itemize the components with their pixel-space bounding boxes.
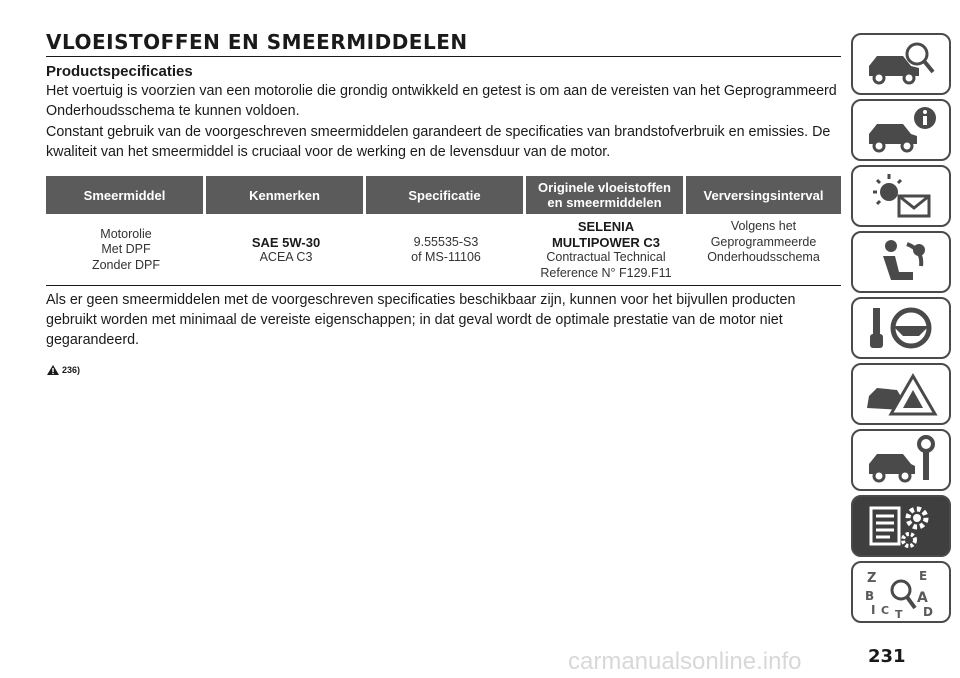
car-info-icon xyxy=(863,104,939,156)
car-search-icon xyxy=(863,38,939,90)
reference-marker[interactable] xyxy=(46,364,841,376)
key-steering-wheel-icon xyxy=(863,302,939,354)
product-name: SELENIA xyxy=(577,219,635,234)
tab-technical-data[interactable] xyxy=(851,495,951,557)
tab-emergency[interactable] xyxy=(851,363,951,425)
svg-text:I: I xyxy=(871,603,876,617)
table-row xyxy=(46,214,841,286)
seat-airbag-icon xyxy=(863,236,939,288)
svg-text:C: C xyxy=(881,604,890,617)
table-header-row xyxy=(46,176,841,214)
tab-index[interactable] xyxy=(851,561,951,623)
product-reference: Reference N° F129.F11 xyxy=(540,265,672,280)
tab-starting-driving[interactable] xyxy=(851,297,951,359)
spec-table xyxy=(46,176,841,286)
tab-car-info[interactable] xyxy=(851,99,951,161)
svg-text:A: A xyxy=(917,590,928,606)
header-specification: Specificatie xyxy=(366,176,526,214)
chapter-sidebar xyxy=(851,33,951,627)
tab-warning-messages[interactable] xyxy=(851,165,951,227)
alphabet-index-search-icon xyxy=(863,566,939,618)
product-reference: Contractual Technical xyxy=(546,250,666,264)
warning-light-message-icon xyxy=(863,170,939,222)
tab-car-search[interactable] xyxy=(851,33,951,95)
watermark: carmanualsonline.info xyxy=(568,648,802,675)
lubricant-line: Met DPF xyxy=(101,242,151,257)
cell-original-fluids xyxy=(526,214,686,286)
list-gears-icon xyxy=(863,500,939,552)
reference-number: 236) xyxy=(62,365,81,376)
interval-line: Onderhoudsschema xyxy=(707,250,820,264)
warning-icon xyxy=(46,364,60,376)
acea-class: ACEA C3 xyxy=(259,250,313,264)
svg-text:T: T xyxy=(895,608,903,618)
header-characteristics: Kenmerken xyxy=(206,176,366,214)
cell-lubricant xyxy=(46,214,206,286)
section-title: Productspecificaties xyxy=(46,63,193,80)
product-name: MULTIPOWER C3 xyxy=(551,234,661,250)
lubricant-line: Motorolie xyxy=(100,226,152,241)
page-number: 231 xyxy=(868,646,906,667)
interval-line: Volgens het xyxy=(730,219,797,233)
quality-paragraph: Constant gebruik van de voorgeschreven smeermiddelen garandeert de specificaties van brandstofverbruik en emissies. De kwaliteit van het smeermiddel is cruciaal voor de werking en de levensduur van de motor. xyxy=(46,124,831,160)
header-original-fluids: Originele vloeistoffen en smeermiddelen xyxy=(526,176,686,214)
car-accident-warning-icon xyxy=(863,368,939,420)
page-title: VLOEISTOFFEN EN SMEERMIDDELEN xyxy=(46,30,841,57)
intro-paragraph: Het voertuig is voorzien van een motorolie die grondig ontwikkeld en getest is om aan de vereisten van het Geprogrammeerd Onderhoudsschema te kunnen voldoen. xyxy=(46,83,837,119)
note-paragraph: Als er geen smeermiddelen met de voorgeschreven specificaties beschikbaar zijn, kunnen voor het bijvullen producten gebruikt worden met minimaal de vereiste eigenschappen; in dat geval wordt de optimale prestatie van de motor niet gegarandeerd. xyxy=(46,292,796,348)
lubricant-line: Zonder DPF xyxy=(91,257,161,272)
spec-line: 9.55535-S3 xyxy=(413,234,479,249)
svg-text:B: B xyxy=(865,589,875,603)
spec-line: of MS-11106 xyxy=(411,250,481,264)
viscosity-grade: SAE 5W-30 xyxy=(251,234,321,250)
cell-characteristics xyxy=(206,214,366,286)
interval-line: Geprogrammeerde xyxy=(710,234,817,249)
main-content xyxy=(46,30,841,376)
tab-maintenance[interactable] xyxy=(851,429,951,491)
tab-safety[interactable] xyxy=(851,231,951,293)
cell-interval xyxy=(686,214,841,286)
svg-text:D: D xyxy=(923,605,933,618)
svg-text:E: E xyxy=(919,569,928,583)
header-lubricant: Smeermiddel xyxy=(46,176,206,214)
header-interval: Verversingsinterval xyxy=(686,176,841,214)
car-wrench-icon xyxy=(863,434,939,486)
cell-specification xyxy=(366,214,526,286)
svg-text:Z: Z xyxy=(867,571,877,586)
